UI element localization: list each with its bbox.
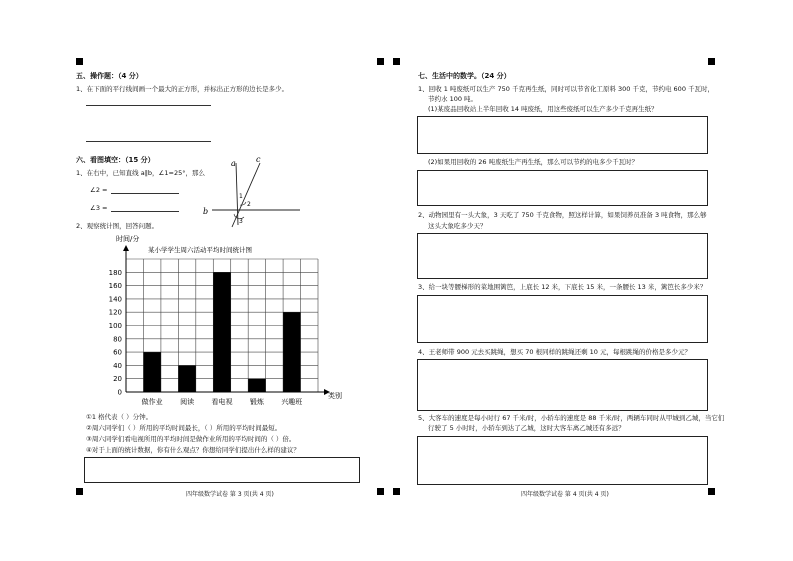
section6-question1: 1、在右中，已知直线 a∥b，∠1=25°，那么 xyxy=(76,169,205,177)
x-tick-label: 兴趣班 xyxy=(281,398,303,406)
parallel-line-bottom xyxy=(86,141,211,142)
x-tick-label: 阅读 xyxy=(180,398,195,406)
registration-mark xyxy=(377,58,384,65)
chart-xlabel: 类别 xyxy=(328,392,342,400)
question1-text: 1、回收 1 吨废纸可以生产 750 千克再生纸，同时可以节省化工原料 300 千克，节约电 600 千瓦时， xyxy=(418,85,715,93)
registration-mark xyxy=(76,58,83,65)
y-tick-label: 180 xyxy=(108,268,122,277)
angle3-mark: 3 xyxy=(239,218,243,225)
registration-mark xyxy=(393,488,400,495)
chart-title: 某小学学生周六活动平均时间统计图 xyxy=(148,246,252,254)
y-tick-label: 40 xyxy=(113,361,122,370)
chart-question1: ①1 格代表（ ）分钟。 xyxy=(86,413,153,421)
section5-title: 五、操作题：（4 分） xyxy=(76,72,143,80)
question5-text: 5、大客车的速度是每小时行 67 千米/时，小轿车的速度是 88 千米/时，两辆车同时从甲城到乙城，当它们 xyxy=(418,414,725,422)
question1-text-cont: 节约水 100 吨。 xyxy=(428,95,478,103)
answer-box-q1-1[interactable] xyxy=(417,116,708,154)
section5-question1: 1、在下面的平行线间画一个最大的正方形，并标出正方形的边长是多少。 xyxy=(76,85,289,93)
bar-2 xyxy=(213,272,230,392)
section6-question2: 2、观察统计图，回答问题。 xyxy=(76,222,159,230)
angle2-answer-line[interactable] xyxy=(111,193,179,194)
question1-sub1: (1)某废品回收站上半年回收 14 吨废纸，用这些废纸可以生产多少千克再生纸？ xyxy=(428,105,658,113)
angle3-label: ∠3 = xyxy=(90,204,108,212)
y-tick-label: 140 xyxy=(108,295,122,304)
answer-box-q3[interactable] xyxy=(417,295,708,343)
answer-box-q5[interactable] xyxy=(417,436,708,485)
y-tick-label: 100 xyxy=(108,322,122,330)
section7-title: 七、生活中的数学。（24 分） xyxy=(418,72,511,80)
line-b-label: b xyxy=(203,207,209,216)
y-tick-label: 20 xyxy=(113,375,122,384)
bar-1 xyxy=(178,365,195,392)
bar-0 xyxy=(143,352,160,392)
x-tick-label: 看电视 xyxy=(211,398,233,406)
question3-text: 3、给一块等腰梯形的菜地围篱笆，上底长 12 米，下底长 15 米，一条腰长 13 米，篱笆长多少米？ xyxy=(418,283,707,291)
angle2-label: ∠2 = xyxy=(90,186,108,194)
angle1-mark: 1 xyxy=(239,193,243,200)
registration-mark xyxy=(377,488,384,495)
angle2-mark: 2 xyxy=(247,201,251,208)
bar-4 xyxy=(283,312,300,392)
registration-mark xyxy=(393,58,400,65)
answer-box-q2[interactable] xyxy=(417,233,708,279)
bar-chart xyxy=(76,232,366,410)
x-tick-label: 做作业 xyxy=(141,398,163,406)
y-axis-arrow xyxy=(123,245,129,251)
registration-mark xyxy=(76,488,83,495)
question1-sub2: (2)如果用回收的 26 吨废纸生产再生纸，那么可以节约的电多少千瓦时？ xyxy=(428,158,639,166)
answer-box-q1-2[interactable] xyxy=(417,170,708,206)
right-page-footer: 四年级数学试卷 第 4 页(共 4 页) xyxy=(521,491,609,498)
y-tick-label: 60 xyxy=(113,348,122,357)
bar-3 xyxy=(248,379,265,392)
y-tick-label: 80 xyxy=(113,335,122,344)
question2-text: 2、动物园里有一头大象，3 天吃了 750 千克食物，照这样计算，如果饲养员准备 3 吨食物，那么够 xyxy=(418,211,707,219)
y-tick-label: 120 xyxy=(108,308,122,317)
chart-question4: ④对于上面的统计数据，你有什么观点？你想给同学们提出什么样的建议？ xyxy=(86,446,300,454)
question4-text: 4、王老师带 900 元去买跳绳，想买 70 根同样的跳绳还剩 10 元，每根跳绳的价格是多少元？ xyxy=(418,348,691,356)
line-a-label: a xyxy=(231,159,236,168)
line-c-label: c xyxy=(256,155,261,164)
angle3-answer-line[interactable] xyxy=(111,211,179,212)
parallel-line-top xyxy=(86,105,211,106)
registration-mark xyxy=(708,488,715,495)
answer-box-suggestion[interactable] xyxy=(84,457,360,483)
left-page-footer: 四年级数学试卷 第 3 页(共 4 页) xyxy=(186,491,274,498)
chart-question2: ②周六同学们（ ）所用的平均时间最长，（ ）所用的平均时间最短。 xyxy=(86,424,282,432)
chart-question3: ③周六同学们看电视所用的平均时间是做作业所用的平均时间的（ ）倍。 xyxy=(86,435,296,443)
question5-text-cont: 行驶了 5 小时时，小轿车到达了乙城，这时大客车离乙城还有多远？ xyxy=(428,424,625,432)
question2-text-cont: 这头大象吃多少天？ xyxy=(428,222,487,230)
y-tick-label: 0 xyxy=(117,388,122,397)
chart-ylabel: 时间/分 xyxy=(116,235,140,243)
angle-figure xyxy=(200,155,320,230)
answer-box-q4[interactable] xyxy=(417,359,708,411)
y-tick-label: 160 xyxy=(108,282,122,291)
registration-mark xyxy=(708,58,715,65)
x-tick-label: 锻炼 xyxy=(249,398,264,406)
section6-title: 六、看图填空：（15 分） xyxy=(76,156,155,164)
